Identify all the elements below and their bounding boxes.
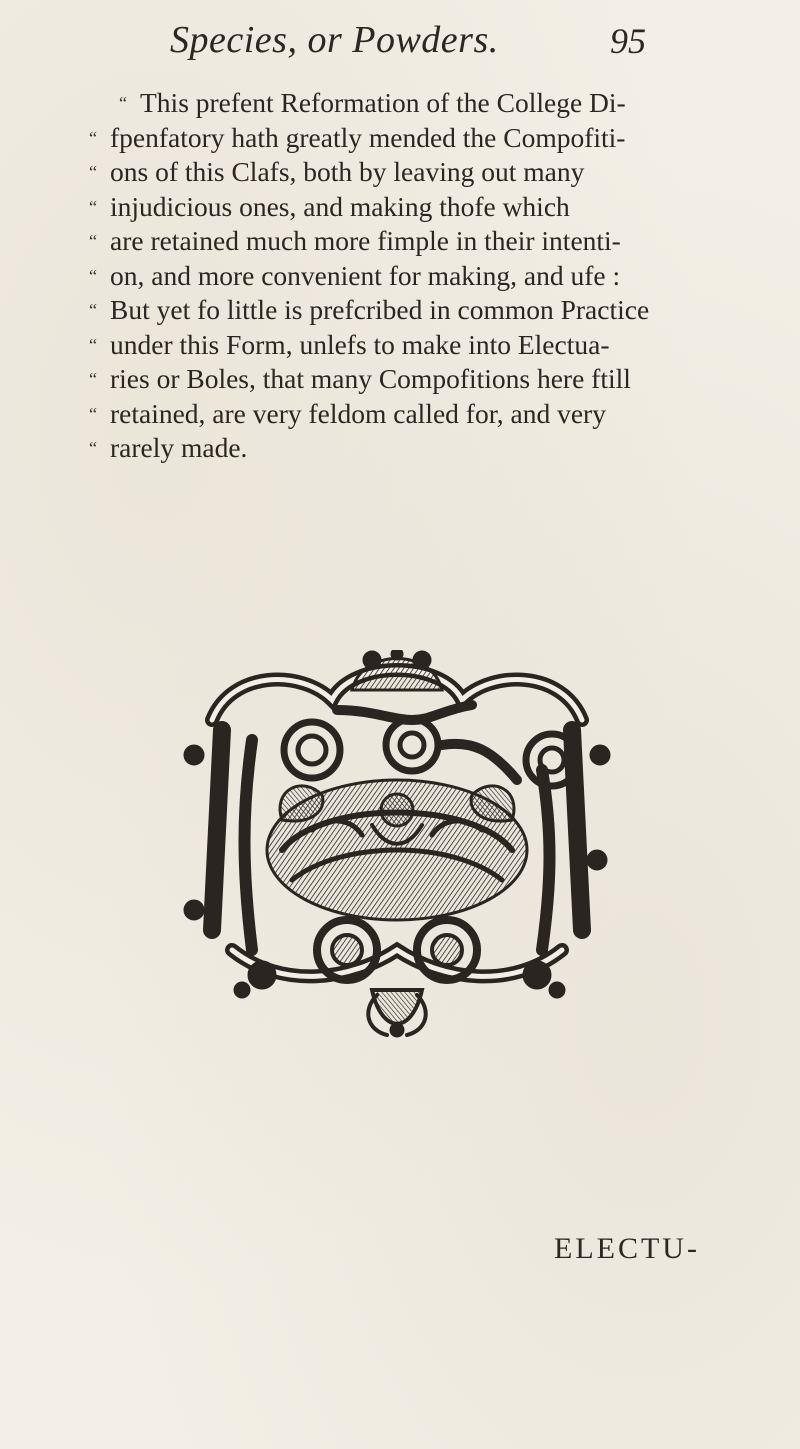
line-text: ons of this Clafs, both by leaving out many: [110, 156, 585, 187]
quote-mark: “: [89, 300, 97, 320]
text-line: [89, 293, 750, 328]
line-text: injudicious ones, and making thofe which: [110, 190, 570, 222]
line-text: This prefent Reformation of the College Di-: [140, 87, 626, 118]
quote-mark: “: [89, 334, 97, 355]
quote-mark: “: [89, 369, 97, 389]
quoted-paragraph: [89, 86, 750, 466]
quote-mark: “: [89, 196, 97, 217]
page-header: [0, 14, 800, 74]
text-line: [89, 397, 750, 432]
text-line: [89, 362, 750, 397]
text-line: [89, 121, 750, 156]
quote-mark: “: [89, 127, 97, 148]
text-line: [89, 155, 750, 190]
quote-mark: “: [89, 438, 97, 458]
line-text: fpenfatory hath greatly mended the Compofiti-: [110, 121, 626, 153]
text-line: [89, 190, 750, 225]
woodcut-tailpiece-icon: [172, 650, 622, 1050]
text-line: [89, 259, 750, 294]
catchword: ELECTU-: [554, 1232, 700, 1265]
line-text: But yet fo little is prefcribed in common Practice: [110, 294, 650, 325]
quote-mark: “: [89, 403, 97, 424]
line-text: rarely made.: [110, 432, 248, 463]
line-text: are retained much more fimple in their intenti-: [110, 225, 621, 256]
text-line: [110, 86, 750, 121]
text-line: [89, 431, 750, 466]
line-text: under this Form, unlefs to make into Electua-: [110, 328, 610, 360]
quote-mark: “: [89, 162, 97, 182]
line-text: ries or Boles, that many Compofitions here ftill: [110, 363, 631, 394]
quote-mark: “: [119, 93, 127, 113]
quote-mark: “: [89, 231, 97, 251]
quote-mark: “: [89, 265, 97, 286]
running-title: Species, or Powders.: [170, 19, 499, 61]
text-line: [89, 328, 750, 363]
line-text: on, and more convenient for making, and ufe :: [110, 259, 621, 291]
page-number: 95: [610, 21, 646, 61]
text-line: [89, 224, 750, 259]
line-text: retained, are very feldom called for, and very: [110, 397, 606, 429]
